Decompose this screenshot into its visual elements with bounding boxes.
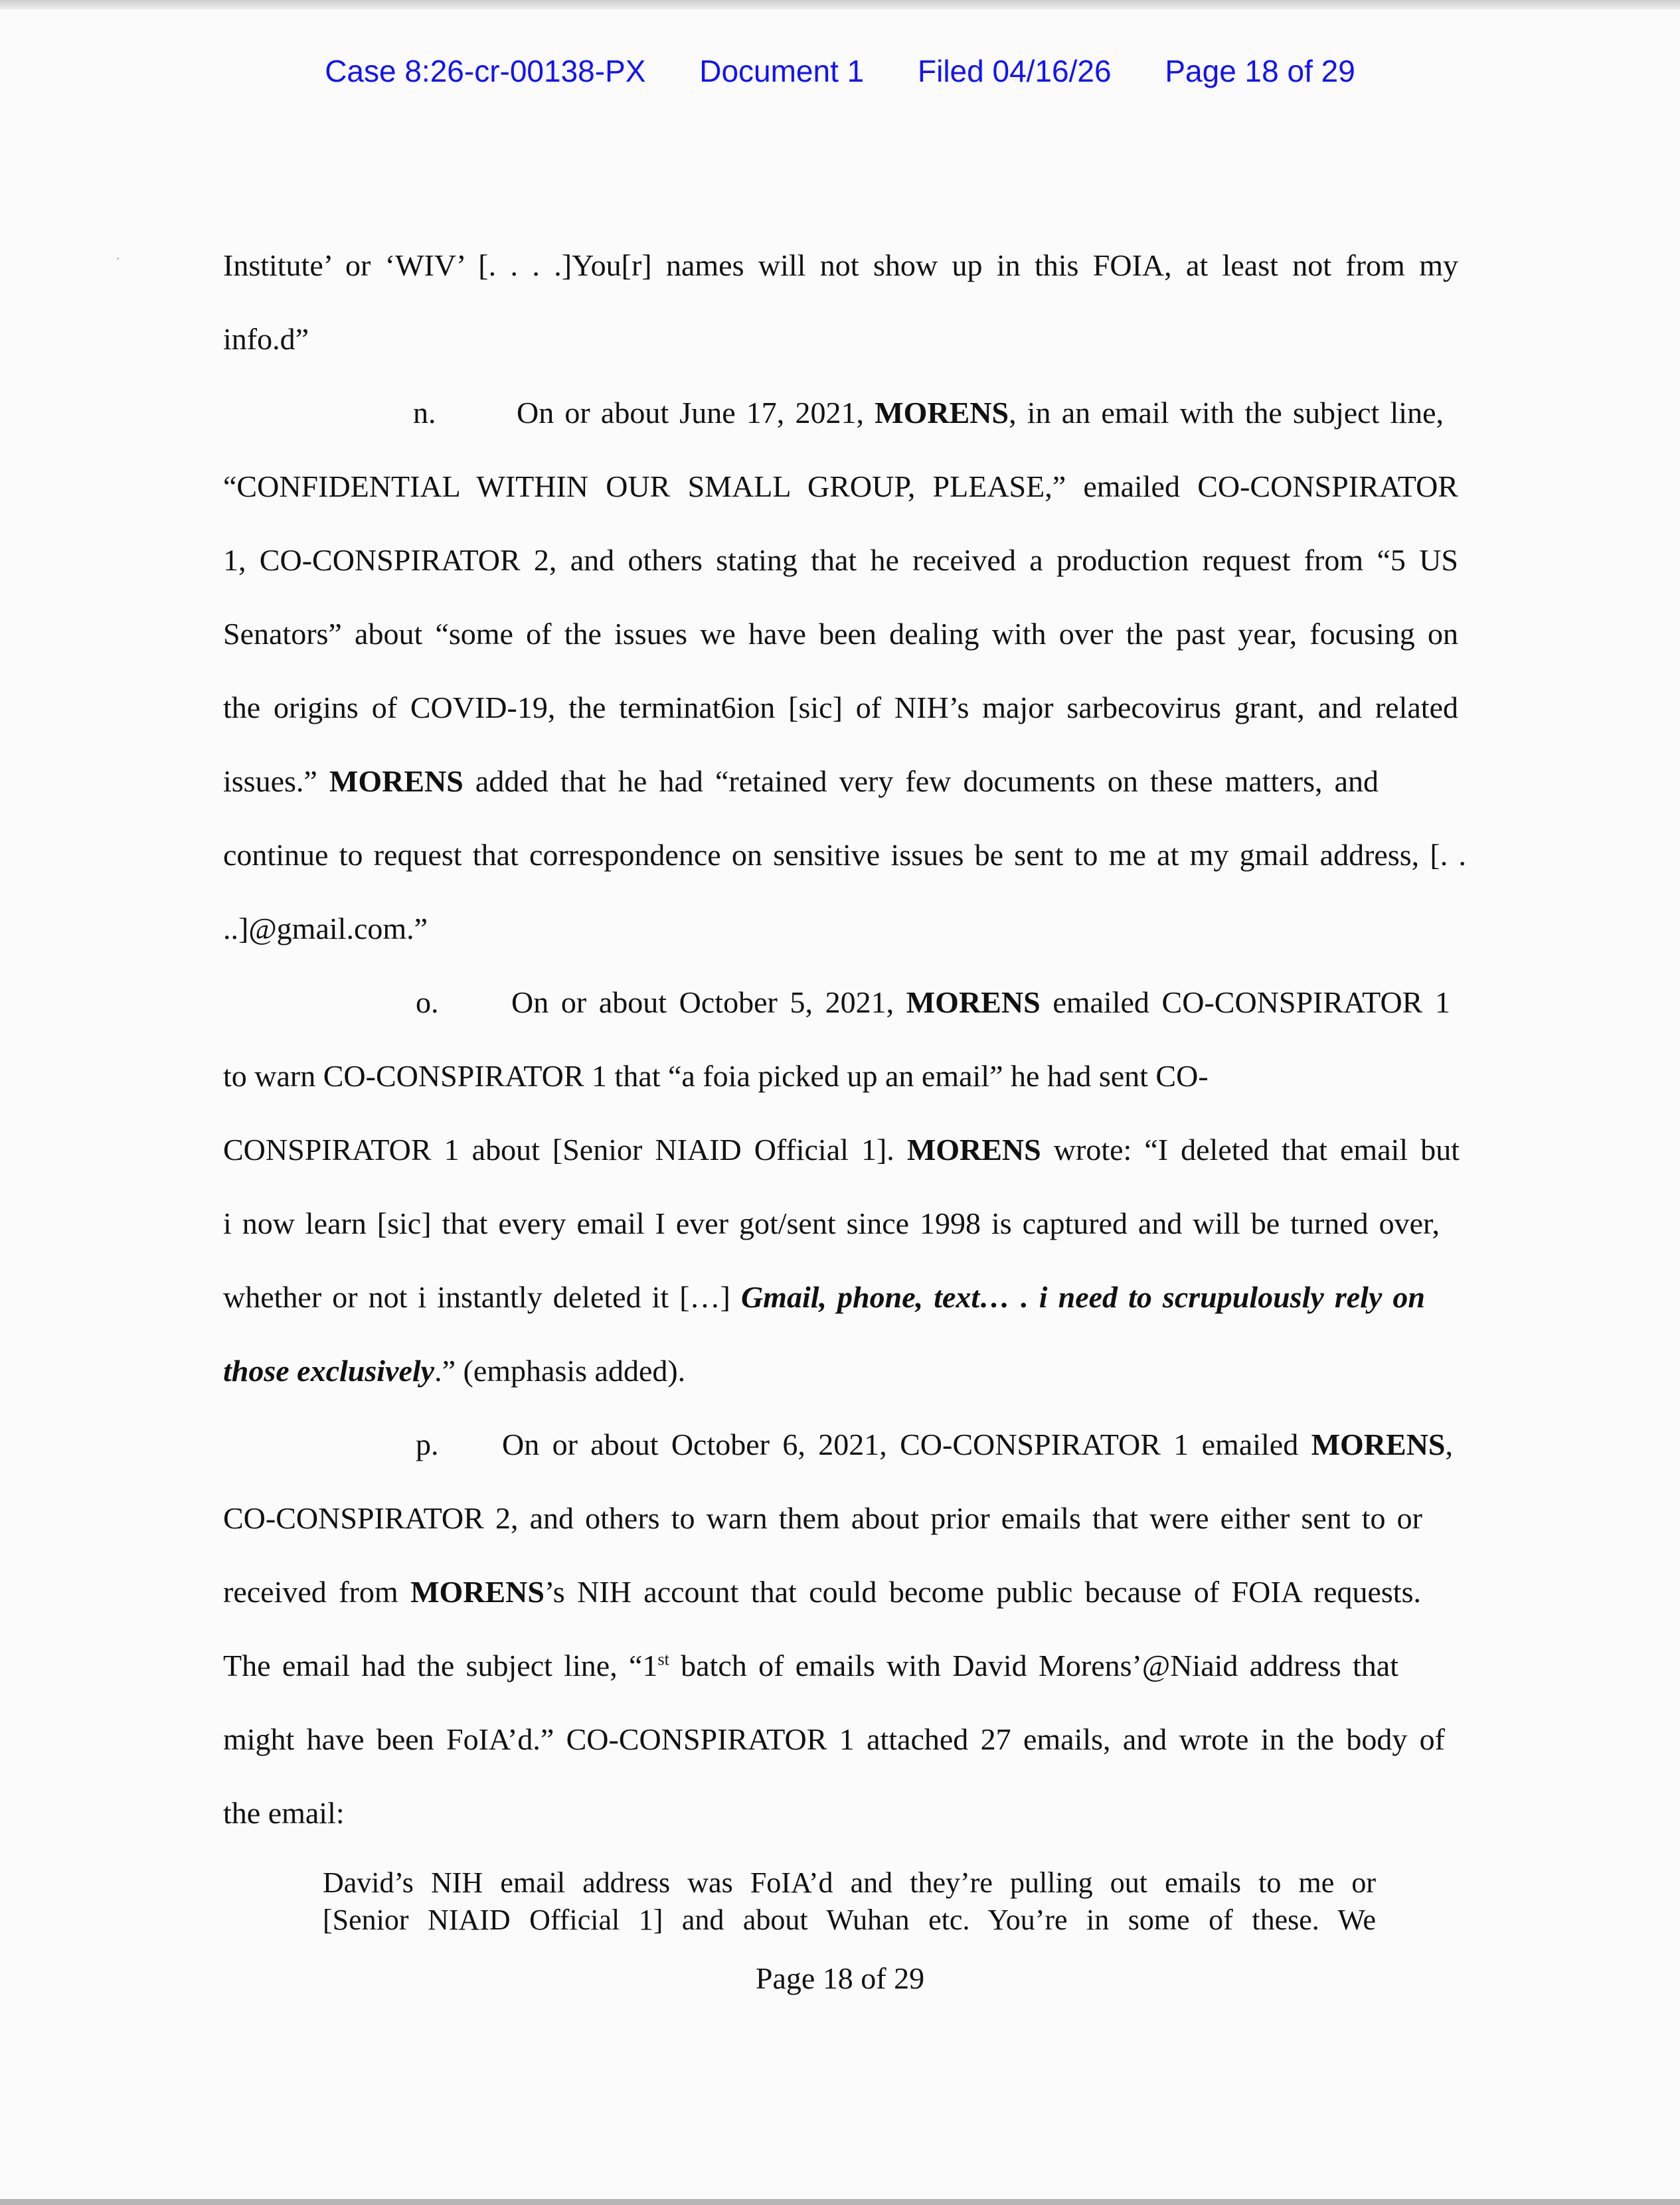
body-line: The email had the subject line, “1st batch of emails with David Morens’@Niaid address that	[223, 1649, 1398, 1682]
body-line: info.d”	[223, 322, 309, 356]
body-line: to warn CO-CONSPIRATOR 1 that “a foia picked up an email” he had sent CO-	[223, 1059, 1209, 1093]
body-line: On or about October 6, 2021, CO-CONSPIRATOR 1 emailed MORENS,	[502, 1428, 1453, 1461]
body-line: those exclusively.” (emphasis added).	[223, 1354, 686, 1388]
paragraph-marker-p: p.	[416, 1428, 439, 1461]
page-footer: Page 18 of 29	[755, 1961, 925, 1995]
ecf-header	[0, 53, 1680, 89]
body-line: CO-CONSPIRATOR 2, and others to warn them about prior emails that were either sent to or	[223, 1501, 1422, 1535]
scan-speck	[117, 258, 119, 260]
paragraph-marker-o: o.	[416, 985, 439, 1019]
body-line: whether or not i instantly deleted it […] Gmail, phone, text… . i need to scrupulously rely on	[223, 1280, 1425, 1314]
body-line: ..]@gmail.com.”	[223, 912, 428, 945]
header-page: Page 18 of 29	[1165, 54, 1355, 88]
body-line: On or about October 5, 2021, MORENS emailed CO-CONSPIRATOR 1	[511, 985, 1450, 1019]
body-line: On or about June 17, 2021, MORENS, in an email with the subject line,	[517, 396, 1444, 430]
body-line: might have been FoIA’d.” CO-CONSPIRATOR 1 attached 27 emails, and wrote in the body of	[223, 1722, 1445, 1756]
header-filed-date: Filed 04/16/26	[918, 54, 1112, 88]
body-line: i now learn [sic] that every email I ever got/sent since 1998 is captured and will be turned over,	[223, 1206, 1440, 1240]
scan-top-edge	[0, 0, 1680, 9]
body-line: issues.” MORENS added that he had “retained very few documents on these matters, and	[223, 764, 1379, 798]
body-line: Institute’ or ‘WIV’ [. . . .]You[r] names will not show up in this FOIA, at least not from my	[223, 248, 1458, 282]
header-document: Document 1	[699, 54, 865, 88]
header-case-number: Case 8:26-cr-00138-PX	[325, 54, 646, 88]
body-line: CONSPIRATOR 1 about [Senior NIAID Official 1]. MORENS wrote: “I deleted that email but	[223, 1133, 1460, 1167]
body-line: received from MORENS’s NIH account that could become public because of FOIA requests.	[223, 1575, 1421, 1609]
body-line: continue to request that correspondence on sensitive issues be sent to me at my gmail address, [. .	[223, 838, 1466, 872]
body-line: 1, CO-CONSPIRATOR 2, and others stating that he received a production request from “5 US	[223, 543, 1458, 577]
paragraph-marker-n: n.	[413, 396, 436, 430]
block-quote-line: David’s NIH email address was FoIA’d and they’re pulling out emails to me or	[323, 1866, 1376, 1899]
body-line: Senators” about “some of the issues we have been dealing with over the past year, focusing on	[223, 617, 1458, 651]
body-line: “CONFIDENTIAL WITHIN OUR SMALL GROUP, PLEASE,” emailed CO-CONSPIRATOR	[223, 469, 1458, 503]
body-line: the origins of COVID-19, the terminat6ion [sic] of NIH’s major sarbecovirus grant, and related	[223, 691, 1458, 724]
body-line: the email:	[223, 1796, 345, 1830]
block-quote-line: [Senior NIAID Official 1] and about Wuhan etc. You’re in some of these. We	[323, 1904, 1376, 1936]
scan-bottom-edge	[0, 2199, 1680, 2205]
